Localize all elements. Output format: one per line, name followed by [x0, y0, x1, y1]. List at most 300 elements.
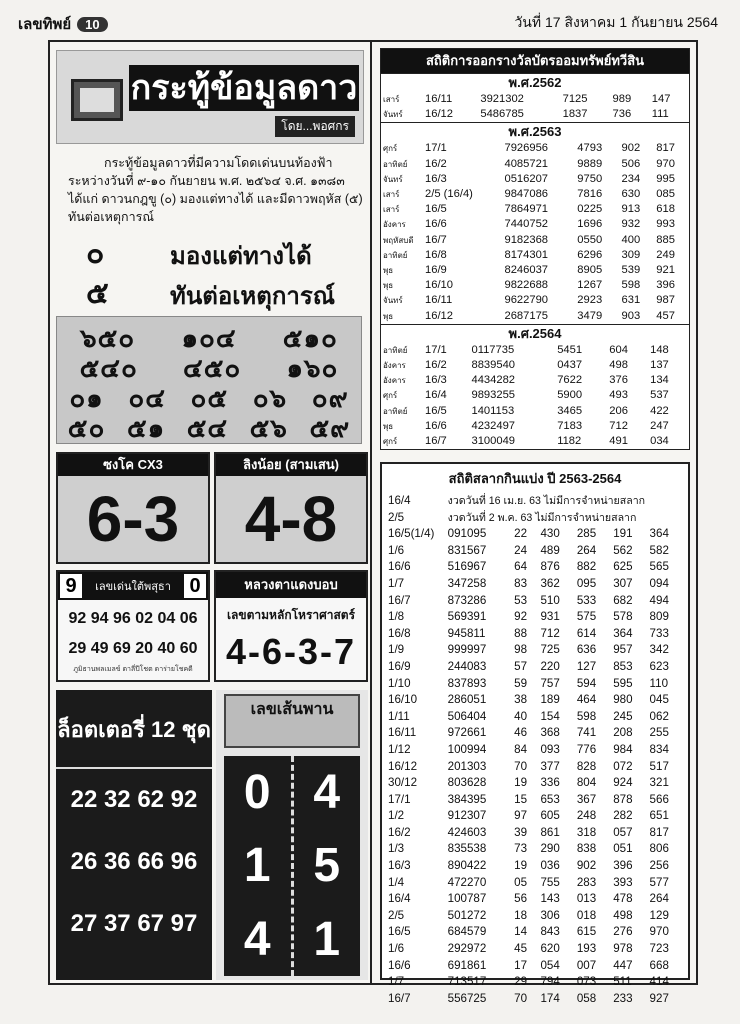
table-cell: 478	[613, 892, 633, 906]
weekday-cell: อังคาร	[383, 361, 406, 371]
table-cell: 40	[514, 709, 528, 723]
table-cell: 249	[656, 248, 675, 261]
table-cell: 618	[656, 203, 675, 216]
table-cell: 336	[540, 776, 560, 790]
note-date: 2/5	[388, 510, 405, 524]
underground-right-digit: 0	[184, 574, 206, 598]
table-cell: 653	[540, 792, 560, 806]
lingnoi-box	[214, 452, 368, 564]
grid-number: ๔๕๐	[183, 353, 242, 383]
table-cell: 878	[613, 792, 633, 806]
table-cell: 9893255	[471, 389, 516, 402]
table-cell: 598	[621, 279, 641, 292]
table-cell: 17/1	[425, 343, 447, 356]
table-cell: 517	[649, 759, 669, 773]
date-cell: 1/2	[388, 809, 405, 823]
table-row	[381, 434, 689, 449]
table-cell: 70	[514, 991, 528, 1005]
date-cell: 1/11	[388, 709, 410, 723]
table-cell: 945811	[447, 626, 486, 640]
table-cell: 987	[656, 294, 675, 307]
table-cell: 306	[540, 908, 560, 922]
table-cell: 100994	[447, 742, 487, 756]
lottery-stats-table	[380, 462, 690, 1005]
table-cell: 70	[514, 759, 528, 773]
date-cell: 16/2	[388, 825, 411, 839]
table-cell: 5486785	[480, 108, 524, 121]
date-cell: 16/10	[388, 693, 418, 707]
weekday-cell: เสาร์	[383, 205, 400, 215]
table-cell: 691861	[447, 958, 487, 972]
table-cell: 803628	[447, 776, 487, 790]
table-cell: 16/11	[425, 93, 453, 105]
grid-number: ๐๔	[128, 383, 166, 413]
table-row	[386, 593, 684, 610]
table-cell: 292972	[447, 942, 487, 956]
note-row	[386, 493, 684, 510]
table-cell: 137	[650, 359, 669, 372]
table-cell: 264	[576, 543, 597, 557]
table-cell: 220	[540, 659, 560, 673]
table-cell: 578	[613, 610, 633, 624]
table-row	[386, 908, 684, 925]
table-cell: 4232497	[471, 419, 516, 432]
table-cell: 566	[649, 792, 669, 806]
table-cell: 861	[540, 825, 560, 839]
table-cell: 134	[650, 374, 669, 387]
table-cell: 264	[649, 892, 669, 906]
weekday-cell: พุธ	[383, 311, 394, 321]
table-cell: 193	[576, 942, 597, 956]
table-cell: 16/4	[425, 389, 447, 402]
table-cell: 630	[621, 188, 641, 201]
weekday-cell: เสาร์	[383, 95, 400, 104]
table-cell: 018	[576, 908, 597, 922]
lingnoi-value: 4-8	[244, 483, 338, 555]
grid-number: ๕๐	[67, 413, 106, 443]
issue-date: วันที่ 17 สิงหาคม 1 กันยายน 2564	[514, 14, 718, 30]
table-cell: 286051	[447, 693, 487, 707]
table-cell: 978	[613, 942, 633, 956]
year-heading: พ.ศ.2563	[381, 122, 689, 141]
table-cell: 073	[576, 975, 597, 989]
date-cell: 2/5	[388, 908, 405, 922]
luangta-value: 4-6-3-7	[225, 631, 357, 672]
table-cell: 533	[576, 593, 597, 607]
table-cell: 1696	[577, 218, 603, 231]
table-cell: 129	[649, 908, 669, 922]
table-cell: 88	[514, 626, 528, 640]
table-cell: 400	[621, 233, 641, 246]
table-row	[386, 924, 684, 941]
date-cell: 1/8	[388, 610, 405, 624]
table-cell: 4434282	[471, 374, 516, 387]
table-cell: 38	[514, 693, 528, 707]
table-cell: 0437	[557, 359, 583, 372]
luangta-box	[214, 570, 368, 682]
number-grid	[56, 316, 362, 444]
table-cell: 838	[576, 842, 597, 856]
table-cell: 924	[613, 776, 633, 790]
underground-box	[56, 570, 210, 682]
lens-left-column	[224, 756, 291, 976]
table-cell: 733	[649, 626, 669, 640]
grid-number: ๐๙	[311, 383, 349, 413]
underground-line: 29 49 69 20 40 60	[68, 640, 198, 657]
table-cell: 931	[540, 610, 560, 624]
table-cell: 414	[649, 975, 669, 989]
table-cell: 307	[613, 576, 633, 590]
table-cell: 828	[576, 759, 597, 773]
date-cell: 16/9	[388, 659, 411, 673]
cx3-box	[56, 452, 210, 564]
date-cell: 16/7	[388, 593, 411, 607]
table-cell: 984	[613, 742, 633, 756]
weekday-cell: อาทิตย์	[383, 345, 408, 355]
grid-number: ๕๙	[309, 413, 351, 443]
luangta-title: หลวงตาแดงบอบ	[216, 572, 366, 598]
table-cell: 245	[613, 709, 633, 723]
table-row	[386, 626, 684, 643]
table-cell: 804	[576, 776, 597, 790]
underground-footer: ภูมิธานพลเมลข์ ตาลี่ปีโชต ดาร่ายโชคดี	[73, 666, 193, 673]
weekday-cell: พุธ	[383, 266, 394, 276]
publication-title: เลขทิพย์	[18, 16, 72, 33]
luangta-subtitle: เลขตามหลักโหราศาสตร์	[226, 608, 356, 622]
table-cell: 598	[576, 709, 597, 723]
grid-number: ๑๖๐	[286, 353, 339, 383]
table-row	[386, 941, 684, 958]
lens-digit: 1	[313, 912, 341, 966]
lens-digit: 4	[243, 912, 271, 966]
grid-row	[57, 323, 361, 353]
table-cell: 993	[656, 218, 675, 231]
table-cell: 853	[613, 659, 633, 673]
table-cell: 247	[650, 419, 669, 432]
table-cell: 4793	[577, 142, 603, 155]
date-cell: 30/12	[388, 776, 418, 790]
table-cell: 464	[576, 693, 597, 707]
table-cell: 757	[540, 676, 560, 690]
table-cell: 59	[514, 676, 528, 690]
highlight-number: ๐	[86, 237, 105, 270]
table-cell: 494	[649, 593, 669, 607]
table-cell: 7440752	[504, 218, 549, 231]
table-row	[381, 404, 689, 419]
table-cell: 362	[540, 576, 560, 590]
table-cell: 148	[650, 343, 669, 356]
date-cell: 1/3	[388, 842, 405, 856]
computer-icon	[71, 79, 123, 121]
table-cell: 16/7	[425, 435, 447, 448]
table-cell: 7125	[562, 93, 588, 105]
table-cell: 562	[613, 543, 633, 557]
table-cell: 058	[576, 991, 597, 1005]
table-row	[381, 388, 689, 403]
grid-number: ๕๔	[186, 413, 229, 443]
table-cell: 491	[609, 435, 628, 448]
table-row	[381, 172, 689, 187]
date-cell: 1/7	[388, 576, 405, 590]
table-cell: 605	[540, 809, 560, 823]
table-cell: 9889	[577, 157, 603, 170]
table-cell: 831567	[447, 543, 487, 557]
table-cell: 18	[514, 908, 528, 922]
date-cell: 1/6	[388, 942, 405, 956]
table-cell: 19	[514, 776, 528, 790]
table-cell: 054	[540, 958, 560, 972]
table-cell: 034	[650, 435, 669, 448]
table-cell: 16/3	[425, 172, 447, 185]
grid-row	[57, 413, 361, 443]
date-cell: 1/10	[388, 676, 411, 690]
table-cell: 809	[649, 610, 669, 624]
lottery-line: 26 36 66 96	[70, 848, 198, 875]
weekday-cell: ศุกร์	[383, 391, 398, 401]
cx3-title: ซงโค CX3	[58, 454, 208, 476]
table-cell: 29	[514, 975, 528, 989]
year-table	[381, 343, 689, 449]
lottery-stats-grid	[386, 493, 684, 1007]
table-cell: 575	[576, 610, 597, 624]
table-cell: 364	[613, 626, 633, 640]
table-cell: 085	[656, 188, 675, 201]
table-cell: 376	[609, 374, 628, 387]
table-cell: 595	[613, 676, 633, 690]
table-cell: 64	[514, 560, 528, 574]
table-cell: 498	[613, 908, 633, 922]
table-cell: 913	[621, 203, 641, 216]
table-cell: 318	[576, 825, 597, 839]
table-cell: 1837	[562, 108, 588, 121]
table-cell: 510	[540, 593, 560, 607]
table-row	[386, 742, 684, 759]
table-cell: 093	[540, 742, 560, 756]
table-cell: 989	[612, 93, 632, 105]
table-cell: 1401153	[471, 404, 515, 417]
table-cell: 057	[613, 825, 633, 839]
table-cell: 143	[540, 892, 560, 906]
table-cell: 57	[514, 659, 528, 673]
table-cell: 489	[540, 543, 560, 557]
lens-digit: 0	[243, 766, 271, 820]
table-row	[386, 841, 684, 858]
note-row	[386, 510, 684, 527]
table-cell: 902	[621, 142, 641, 155]
table-cell: 457	[656, 309, 675, 322]
table-cell: 755	[540, 875, 560, 889]
underground-title: เลขเด่นใต้พสุธา	[95, 581, 171, 593]
table-cell: 2/5 (16/4)	[425, 188, 473, 201]
underground-line: 92 94 96 02 04 06	[68, 610, 198, 627]
table-row	[381, 141, 689, 156]
table-row	[386, 559, 684, 576]
table-cell: 932	[621, 218, 641, 231]
table-cell: 189	[540, 693, 560, 707]
table-cell: 110	[649, 676, 669, 690]
date-cell: 16/6	[388, 958, 411, 972]
table-cell: 045	[649, 693, 669, 707]
savings-title: สถิติการออกรางวัลบัตรออมทรัพย์ทวีสิน	[381, 49, 689, 73]
table-row	[386, 692, 684, 709]
underground-left-digit: 9	[60, 574, 82, 598]
table-cell: 16/2	[425, 359, 447, 372]
table-cell: 5451	[557, 343, 583, 356]
table-row	[386, 526, 684, 543]
table-cell: 9182368	[504, 233, 549, 246]
table-cell: 3465	[557, 404, 583, 417]
table-cell: 912307	[447, 809, 487, 823]
table-cell: 636	[576, 643, 597, 657]
table-cell: 501272	[447, 908, 487, 922]
table-cell: 2687175	[504, 309, 549, 322]
year-heading: พ.ศ.2562	[381, 73, 689, 92]
weekday-cell: อาทิตย์	[383, 250, 408, 260]
weekday-cell: พุธ	[383, 421, 394, 431]
grid-number: ๕๑	[126, 413, 166, 443]
table-cell: 17	[514, 958, 528, 972]
page-frame	[48, 40, 698, 1005]
weekday-cell: พฤหัสบดี	[383, 235, 414, 245]
table-row	[381, 373, 689, 388]
table-row	[386, 609, 684, 626]
table-cell: 3921302	[480, 93, 524, 105]
table-cell: 3100049	[471, 435, 516, 448]
table-cell: 556725	[447, 991, 487, 1005]
table-cell: 7926956	[504, 142, 549, 155]
table-cell: 7864971	[504, 203, 549, 216]
year-heading: พ.ศ.2564	[381, 324, 689, 343]
table-cell: 007	[576, 958, 597, 972]
table-cell: 1267	[577, 279, 603, 292]
table-cell: 19	[514, 859, 528, 873]
table-cell: 506404	[447, 709, 487, 723]
table-cell: 794	[540, 975, 560, 989]
table-cell: 282	[613, 809, 633, 823]
table-cell: 837893	[447, 676, 487, 690]
table-cell: 16/6	[425, 218, 447, 231]
table-row	[386, 792, 684, 809]
date-cell: 16/11	[388, 726, 417, 740]
table-cell: 817	[649, 825, 669, 839]
note-text: งวดวันที่ 2 พ.ค. 63 ไม่มีการจำหน่ายสลาก	[447, 511, 637, 524]
table-cell: 2923	[577, 294, 603, 307]
table-cell: 16/6	[425, 419, 447, 432]
weekday-cell: อาทิตย์	[383, 159, 408, 169]
lottery-line: 22 32 62 92	[70, 786, 198, 813]
table-row	[386, 543, 684, 560]
table-row	[386, 858, 684, 875]
table-cell: 309	[621, 248, 641, 261]
table-row	[381, 187, 689, 202]
table-cell: 244083	[447, 659, 487, 673]
table-cell: 091095	[447, 527, 487, 541]
table-cell: 256	[649, 859, 669, 873]
table-cell: 283	[576, 875, 597, 889]
table-cell: 0516207	[504, 172, 549, 185]
table-cell: 882	[576, 560, 597, 574]
lottery-title: ล็อตเตอรี่ 12 ชุด	[57, 717, 211, 742]
table-row	[381, 202, 689, 217]
table-cell: 14	[514, 925, 528, 939]
table-cell: 8174301	[504, 248, 549, 261]
table-cell: 367	[576, 792, 597, 806]
table-cell: 873286	[447, 593, 487, 607]
savings-body	[381, 73, 689, 449]
table-cell: 970	[649, 925, 669, 939]
table-cell: 957	[613, 643, 633, 657]
table-cell: 7816	[577, 188, 603, 201]
table-cell: 817	[656, 142, 675, 155]
underground-header	[58, 572, 208, 600]
table-cell: 321	[649, 776, 669, 790]
table-row	[381, 343, 689, 358]
lens-panel	[224, 756, 360, 976]
table-row	[386, 775, 684, 792]
table-cell: 3479	[577, 309, 603, 322]
table-cell: 095	[576, 576, 597, 590]
table-cell: 0225	[577, 203, 603, 216]
year-table	[381, 92, 689, 122]
table-cell: 712	[609, 419, 628, 432]
cx3-value: 6-3	[86, 483, 180, 555]
table-cell: 364	[649, 527, 669, 541]
table-cell: 9622790	[504, 294, 549, 307]
grid-number: ๕๖	[249, 413, 288, 443]
table-cell: 539	[621, 264, 641, 277]
table-row	[386, 875, 684, 892]
table-cell: 736	[612, 108, 632, 121]
table-cell: 92	[514, 610, 528, 624]
table-cell: 902	[576, 859, 597, 873]
table-cell: 396	[656, 279, 675, 292]
grid-number: ๐๑	[69, 383, 104, 413]
table-cell: 368	[540, 726, 560, 740]
table-row	[386, 709, 684, 726]
lottery-line: 27 37 67 97	[70, 910, 198, 937]
table-cell: 684579	[447, 925, 487, 939]
table-row	[386, 642, 684, 659]
grid-number: ๖๕๐	[80, 323, 136, 353]
table-cell: 16/12	[425, 108, 453, 121]
table-cell: 234	[621, 172, 641, 185]
table-cell: 22	[514, 527, 528, 541]
lingnoi-title: ลิงน้อย (สามเสน)	[216, 454, 366, 476]
table-cell: 17/1	[425, 142, 447, 155]
grid-number: ๐๖	[252, 383, 288, 413]
table-cell: 16/5	[425, 203, 447, 216]
table-cell: 582	[649, 543, 669, 557]
table-cell: 604	[609, 343, 628, 356]
table-cell: 111	[651, 108, 669, 121]
table-row	[381, 233, 689, 248]
table-cell: 062	[649, 709, 669, 723]
table-row	[381, 419, 689, 434]
table-cell: 051	[613, 842, 633, 856]
table-cell: 9847086	[504, 188, 549, 201]
table-cell: 46	[514, 726, 528, 740]
table-cell: 98	[514, 643, 528, 657]
table-cell: 174	[540, 991, 560, 1005]
weekday-cell: ศุกร์	[383, 437, 398, 447]
table-cell: 208	[613, 726, 633, 740]
lens-digit: 4	[313, 766, 341, 820]
savings-table	[380, 48, 690, 450]
table-cell: 16/5	[425, 404, 447, 417]
table-cell: 903	[621, 309, 641, 322]
table-cell: 16/2	[425, 157, 447, 170]
table-row	[386, 991, 684, 1008]
